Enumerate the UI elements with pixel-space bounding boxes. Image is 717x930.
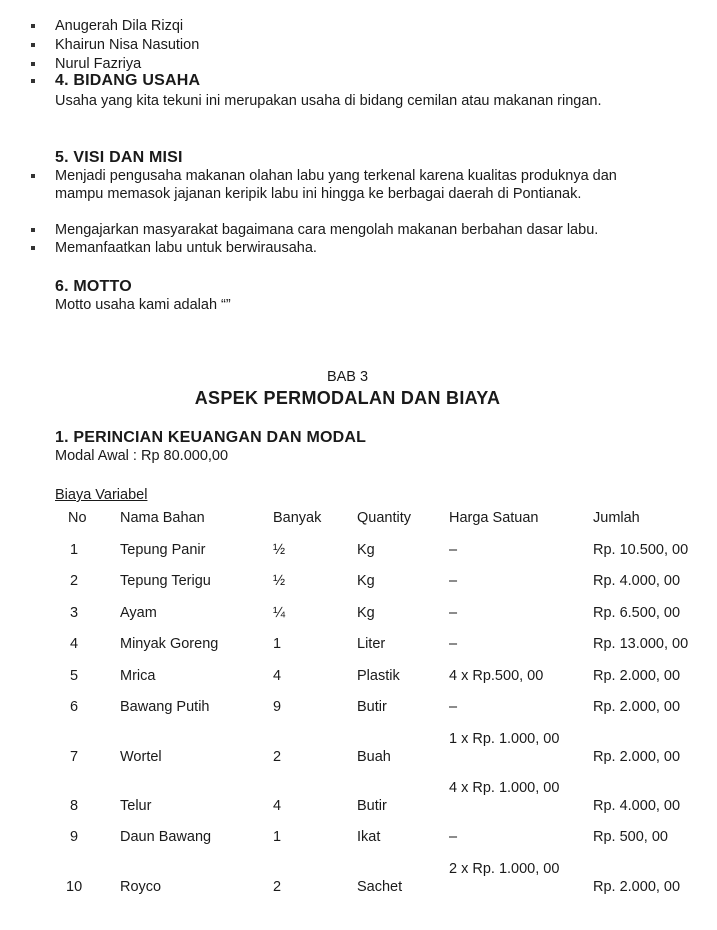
list-item: Memanfaatkan labu untuk berwirausaha. bbox=[55, 240, 317, 256]
header-banyak: Banyak bbox=[273, 510, 322, 526]
table-caption: Biaya Variabel bbox=[55, 487, 148, 503]
list-item: Nurul Fazriya bbox=[55, 56, 142, 72]
header-harga-satuan: Harga Satuan bbox=[449, 510, 539, 526]
cell-nama-bahan: Mrica bbox=[120, 668, 156, 684]
section-heading: 1. PERINCIAN KEUANGAN DAN MODAL bbox=[55, 429, 367, 446]
cell-banyak: 1 bbox=[273, 636, 282, 652]
cell-no: 6 bbox=[70, 699, 79, 715]
list-item: Anugerah Dila Rizqi bbox=[55, 18, 184, 34]
section-heading: 6. MOTTO bbox=[55, 278, 132, 295]
cell-quantity: Kg bbox=[357, 542, 375, 558]
cell-no: 2 bbox=[70, 573, 79, 589]
cell-quantity: Sachet bbox=[357, 879, 403, 895]
cell-no: 3 bbox=[70, 605, 79, 621]
cell-quantity: Liter bbox=[357, 636, 386, 652]
cell-no: 4 bbox=[70, 636, 79, 652]
cell-no: 8 bbox=[70, 798, 79, 814]
cell-jumlah: Rp. 2.000, 00 bbox=[593, 749, 681, 765]
list-item: Khairun Nisa Nasution bbox=[55, 37, 200, 53]
cell-jumlah: Rp. 6.500, 00 bbox=[593, 605, 681, 621]
cell-no: 7 bbox=[70, 749, 79, 765]
cell-banyak: ½ bbox=[273, 542, 286, 558]
cell-nama-bahan: Tepung Terigu bbox=[120, 573, 211, 589]
cell-nama-bahan: Bawang Putih bbox=[120, 699, 210, 715]
section-heading: 4. BIDANG USAHA bbox=[55, 72, 201, 89]
cell-harga-satuan: 1 x Rp. 1.000, 00 bbox=[449, 731, 560, 747]
cell-jumlah: Rp. 4.000, 00 bbox=[593, 798, 681, 814]
cell-nama-bahan: Telur bbox=[120, 798, 152, 814]
cell-quantity: Butir bbox=[357, 699, 387, 715]
cell-harga-satuan: 4 x Rp.500, 00 bbox=[449, 668, 544, 684]
cell-nama-bahan: Tepung Panir bbox=[120, 542, 206, 558]
cell-nama-bahan: Royco bbox=[120, 879, 162, 895]
cell-banyak: 1 bbox=[273, 829, 282, 845]
cell-harga-satuan: – bbox=[449, 605, 458, 621]
cell-quantity: Kg bbox=[357, 573, 375, 589]
cell-jumlah: Rp. 13.000, 00 bbox=[593, 636, 689, 652]
cell-no: 5 bbox=[70, 668, 79, 684]
chapter-title: ASPEK PERMODALAN DAN BIAYA bbox=[194, 388, 501, 408]
section-heading: 5. VISI DAN MISI bbox=[55, 149, 183, 166]
list-item: Mengajarkan masyarakat bagaimana cara mengolah makanan berbahan dasar labu. bbox=[55, 222, 599, 238]
cell-nama-bahan: Minyak Goreng bbox=[120, 636, 219, 652]
paragraph: Usaha yang kita tekuni ini merupakan usaha di bidang cemilan atau makanan ringan. bbox=[55, 93, 602, 109]
header-quantity: Quantity bbox=[357, 510, 411, 526]
cell-harga-satuan: – bbox=[449, 573, 458, 589]
cell-no: 9 bbox=[70, 829, 79, 845]
cell-nama-bahan: Ayam bbox=[120, 605, 157, 621]
cell-quantity: Kg bbox=[357, 605, 375, 621]
cell-nama-bahan: Wortel bbox=[120, 749, 162, 765]
cell-harga-satuan: 2 x Rp. 1.000, 00 bbox=[449, 861, 560, 877]
cell-no: 1 bbox=[70, 542, 79, 558]
cell-quantity: Ikat bbox=[357, 829, 381, 845]
cell-jumlah: Rp. 500, 00 bbox=[593, 829, 668, 845]
list-item: Menjadi pengusaha makanan olahan labu yang terkenal karena kualitas produknya dan mampu memasok jajanan keripik labu ini hingga ke berbagai daerah di Pontianak. bbox=[55, 167, 645, 203]
paragraph: Motto usaha kami adalah “” bbox=[55, 297, 231, 313]
cell-quantity: Butir bbox=[357, 798, 387, 814]
cell-banyak: 2 bbox=[273, 749, 282, 765]
cell-jumlah: Rp. 2.000, 00 bbox=[593, 879, 681, 895]
cell-jumlah: Rp. 2.000, 00 bbox=[593, 699, 681, 715]
cell-banyak: ½ bbox=[273, 573, 286, 589]
header-jumlah: Jumlah bbox=[593, 510, 640, 526]
cell-banyak: 9 bbox=[273, 699, 282, 715]
chapter-number: BAB 3 bbox=[326, 369, 369, 385]
cell-nama-bahan: Daun Bawang bbox=[120, 829, 212, 845]
cell-jumlah: Rp. 10.500, 00 bbox=[593, 542, 689, 558]
cell-harga-satuan: – bbox=[449, 542, 458, 558]
modal-awal: Modal Awal : Rp 80.000,00 bbox=[55, 448, 229, 464]
cell-no: 10 bbox=[66, 879, 83, 895]
cell-harga-satuan: 4 x Rp. 1.000, 00 bbox=[449, 780, 560, 796]
cell-banyak: ¼ bbox=[273, 605, 286, 621]
cell-banyak: 4 bbox=[273, 668, 282, 684]
cell-harga-satuan: – bbox=[449, 636, 458, 652]
cell-harga-satuan: – bbox=[449, 699, 458, 715]
cell-jumlah: Rp. 2.000, 00 bbox=[593, 668, 681, 684]
cell-jumlah: Rp. 4.000, 00 bbox=[593, 573, 681, 589]
cell-harga-satuan: – bbox=[449, 829, 458, 845]
cell-banyak: 2 bbox=[273, 879, 282, 895]
header-no: No bbox=[68, 510, 87, 526]
cell-quantity: Buah bbox=[357, 749, 391, 765]
header-nama-bahan: Nama Bahan bbox=[120, 510, 205, 526]
cell-banyak: 4 bbox=[273, 798, 282, 814]
cell-quantity: Plastik bbox=[357, 668, 400, 684]
